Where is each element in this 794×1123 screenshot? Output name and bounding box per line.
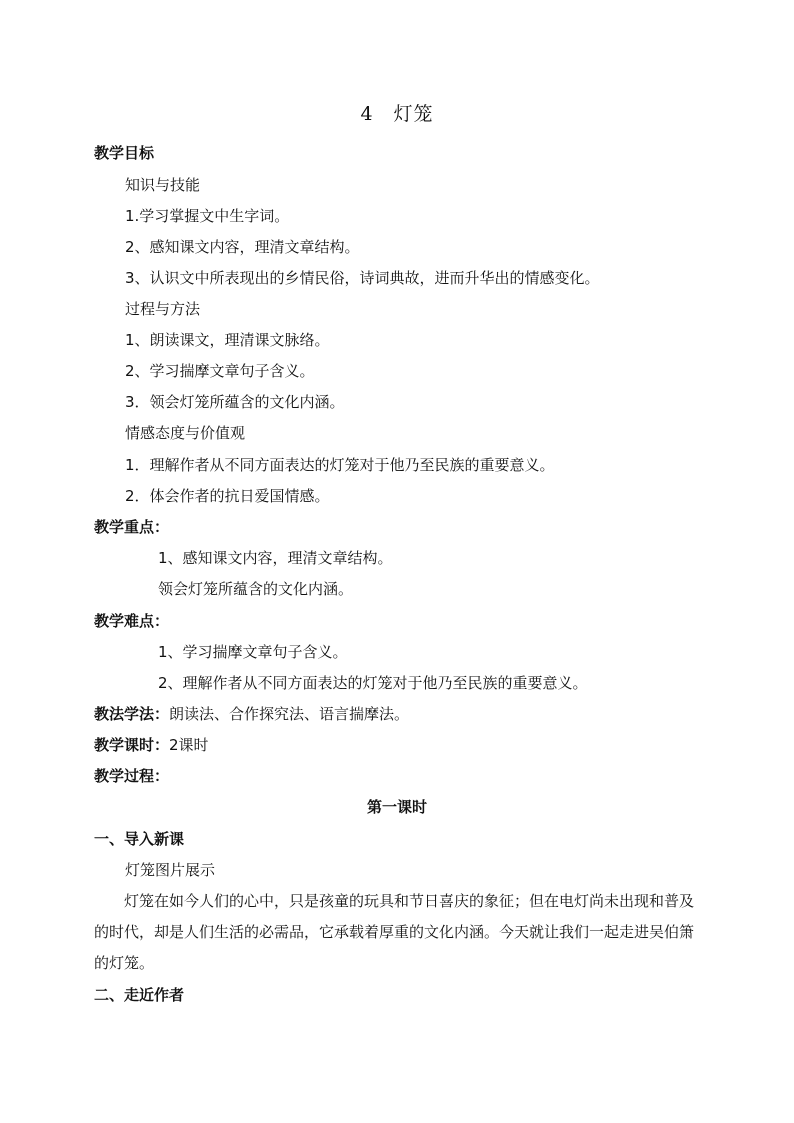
objective-item: 3．领会灯笼所蕴含的文化内涵。 <box>125 393 345 411</box>
methods-value: 朗读法、合作探究法、语言揣摩法。 <box>169 705 410 723</box>
difficulties-heading: 教学难点： <box>94 612 170 630</box>
section-heading-intro: 一、导入新课 <box>94 830 185 848</box>
hours-label: 教学课时： <box>94 736 170 754</box>
lesson-title: 第一课时 <box>366 798 427 816</box>
methods-label: 教法学法： <box>94 705 170 723</box>
page-title: 4 灯笼 <box>360 103 434 125</box>
objective-item: 1.学习掌握文中生字词。 <box>125 207 290 225</box>
objective-item: 2、学习揣摩文章句子含义。 <box>125 362 315 380</box>
key-points-heading: 教学重点： <box>94 518 170 536</box>
intro-subheading: 灯笼图片展示 <box>125 861 216 879</box>
objective-item: 2．体会作者的抗日爱国情感。 <box>125 487 330 505</box>
key-point-item: 领会灯笼所蕴含的文化内涵。 <box>158 580 354 598</box>
intro-paragraph <box>94 886 704 979</box>
objectives-section-label: 知识与技能 <box>125 176 201 194</box>
hours-row <box>94 735 209 755</box>
methods-row <box>94 704 409 724</box>
objectives-heading: 教学目标 <box>94 144 155 162</box>
difficulty-item: 2、理解作者从不同方面表达的灯笼对于他乃至民族的重要意义。 <box>158 674 588 692</box>
objectives-section-label: 情感态度与价值观 <box>125 424 246 442</box>
objectives-section-label: 过程与方法 <box>125 300 201 318</box>
intro-paragraph-text: 灯笼在如今人们的心中，只是孩童的玩具和节日喜庆的象征；但在电灯尚未出现和普及的时代，却是人们生活的必需品，它承载着厚重的文化内涵。今天就让我们一起走进吴伯箫的灯笼。 <box>94 892 695 972</box>
section-heading-author: 二、走近作者 <box>94 986 185 1004</box>
difficulty-item: 1、学习揣摩文章句子含义。 <box>158 643 348 661</box>
objective-item: 3、认识文中所表现出的乡情民俗，诗词典故，进而升华出的情感变化。 <box>125 269 600 287</box>
key-point-item: 1、感知课文内容，理清文章结构。 <box>158 549 393 567</box>
objective-item: 2、感知课文内容，理清文章结构。 <box>125 238 360 256</box>
objective-item: 1．理解作者从不同方面表达的灯笼对于他乃至民族的重要意义。 <box>125 456 555 474</box>
process-heading: 教学过程： <box>94 767 170 785</box>
objective-item: 1、朗读课文，理清课文脉络。 <box>125 331 330 349</box>
hours-value: 2课时 <box>169 736 209 754</box>
